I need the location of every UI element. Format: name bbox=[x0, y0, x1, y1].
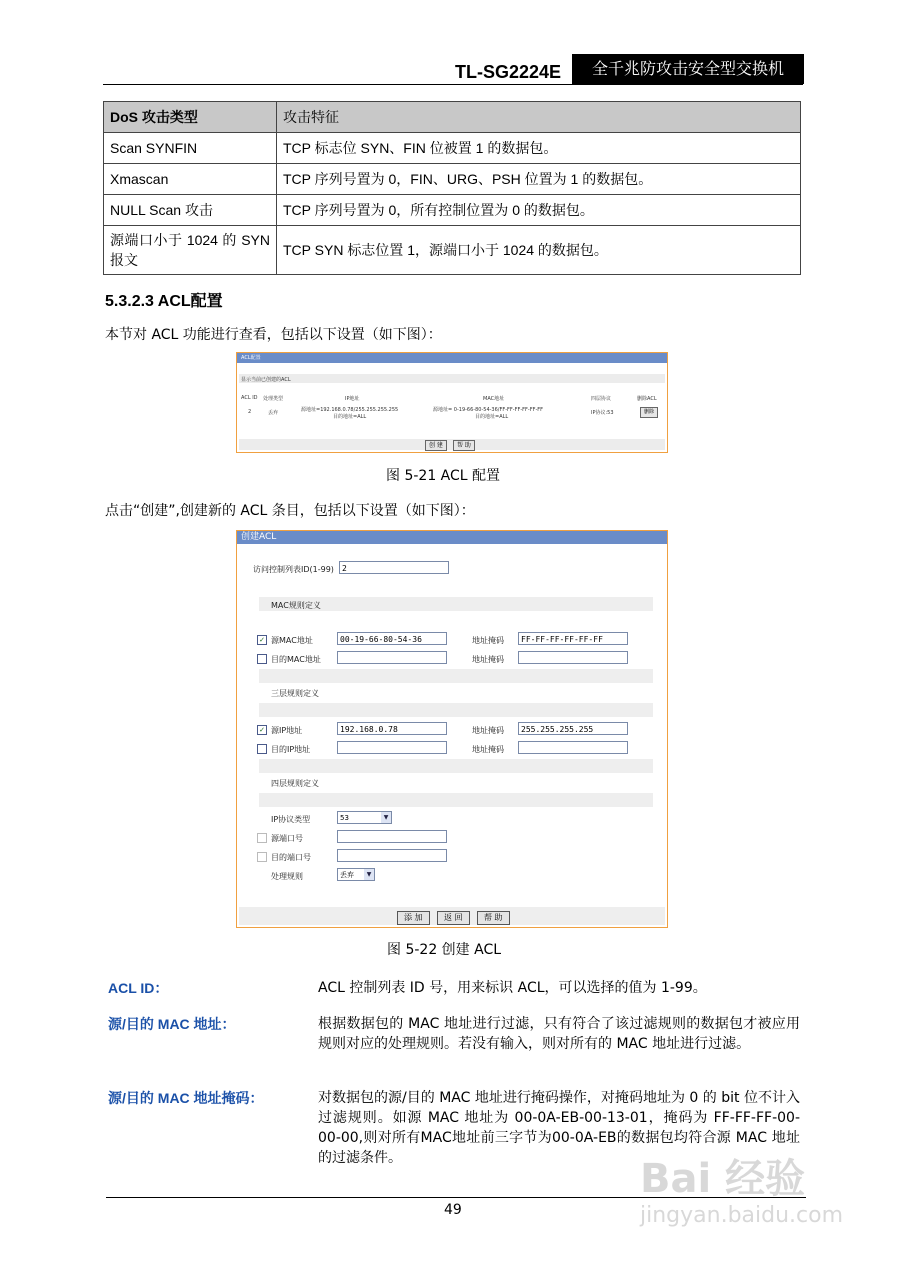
src-ip-mask-label: 地址掩码 bbox=[472, 726, 504, 735]
src-ip-checkbox[interactable]: ✓ bbox=[257, 725, 267, 735]
dos-attack-table bbox=[103, 101, 801, 275]
action-cell: 丢弃 bbox=[268, 410, 279, 416]
mac-cell: 目的地址=ALL bbox=[475, 414, 509, 420]
dst-ip-mask-label: 地址掩码 bbox=[472, 745, 504, 754]
col-header: 四层协议 bbox=[591, 396, 612, 402]
ip-cell: 目的地址=ALL bbox=[333, 414, 367, 420]
table-row bbox=[104, 226, 801, 275]
table-cell: 源端口小于 1024 的 SYN 报文 bbox=[104, 226, 277, 275]
header-tagline: 全千兆防攻击安全型交换机 bbox=[572, 54, 804, 84]
action-select[interactable] bbox=[337, 868, 375, 881]
panel-subtitle: 显示当前已创建的ACL bbox=[241, 377, 291, 383]
dst-ip-mask-input[interactable] bbox=[518, 741, 628, 754]
l3-section-label: 三层规则定义 bbox=[271, 689, 319, 698]
table-cell: NULL Scan 攻击 bbox=[104, 195, 277, 226]
watermark-logo: Bai 经验 bbox=[640, 1156, 806, 1202]
back-button[interactable]: 返 回 bbox=[437, 911, 470, 925]
col-header: 删除ACL bbox=[637, 396, 657, 402]
page-number: 49 bbox=[444, 1202, 462, 1218]
definition-term: 源/目的 MAC 地址掩码： bbox=[108, 1090, 264, 1106]
definition-desc: 根据数据包的 MAC 地址进行过滤，只有符合了该过滤规则的数据包才被应用规则对应的处理规则。若没有输入，则对所有的 MAC 地址进行过滤。 bbox=[318, 1016, 800, 1052]
section-band bbox=[259, 759, 653, 773]
src-port-label: 源端口号 bbox=[271, 834, 303, 843]
ip-proto-select[interactable] bbox=[337, 811, 392, 824]
table-cell: TCP 序列号置为 0，FIN、URG、PSH 位置为 1 的数据包。 bbox=[277, 164, 801, 195]
chevron-down-icon: ▼ bbox=[381, 812, 391, 823]
src-mac-checkbox[interactable]: ✓ bbox=[257, 635, 267, 645]
dst-mac-mask-label: 地址掩码 bbox=[472, 655, 504, 664]
help-button[interactable]: 帮 助 bbox=[477, 911, 510, 925]
chevron-down-icon: ▼ bbox=[364, 869, 374, 880]
src-mac-label: 源MAC地址 bbox=[271, 636, 313, 645]
table-row bbox=[104, 195, 801, 226]
acl-id-input[interactable]: 2 bbox=[339, 561, 449, 574]
action-value: 丢弃 bbox=[340, 871, 354, 879]
col-header: MAC地址 bbox=[483, 396, 505, 402]
ip-cell: 源地址=192.168.0.78/255.255.255.255 bbox=[301, 407, 399, 413]
definition-desc: 对数据包的源/目的 MAC 地址进行掩码操作，对掩码地址为 0 的 bit 位不计入过滤规则。如源 MAC 地址为 00-0A-EB-00-13-01，掩码为 FF-FF-FF-00-00-00,则对所有MAC地址前三字节为00-0A-EB的数据包均符合源 MAC 地址的过滤条件。 bbox=[318, 1090, 800, 1166]
src-mac-input[interactable]: 00-19-66-80-54-36 bbox=[337, 632, 447, 645]
src-mac-mask-label: 地址掩码 bbox=[472, 636, 504, 645]
mac-cell: 源地址= 0-19-66-80-54-36/FF-FF-FF-FF-FF-FF bbox=[433, 407, 544, 413]
button-band bbox=[239, 439, 665, 450]
table-header-cell: 攻击特征 bbox=[277, 102, 801, 133]
panel-title: ACL配置 bbox=[237, 353, 667, 363]
section-title: 5.3.2.3 ACL配置 bbox=[105, 293, 223, 310]
section-band bbox=[259, 703, 653, 717]
header-model: TL-SG2224E bbox=[455, 62, 562, 82]
mac-section-label: MAC规则定义 bbox=[271, 601, 321, 610]
create-acl-screenshot bbox=[236, 530, 668, 928]
mid-paragraph: 点击“创建”,创建新的 ACL 条目，包括以下设置（如下图）： bbox=[105, 503, 475, 519]
dst-port-input[interactable] bbox=[337, 849, 447, 862]
delete-acl-button[interactable]: 删除 bbox=[640, 407, 658, 418]
dst-mac-checkbox[interactable] bbox=[257, 654, 267, 664]
src-port-input[interactable] bbox=[337, 830, 447, 843]
definition-term: 源/目的 MAC 地址： bbox=[108, 1016, 236, 1032]
acl-id-label: 访问控制列表ID(1-99) bbox=[253, 565, 334, 574]
table-row bbox=[104, 133, 801, 164]
table-cell: TCP 标志位 SYN、FIN 位被置 1 的数据包。 bbox=[277, 133, 801, 164]
watermark-url: jingyan.baidu.com bbox=[640, 1203, 844, 1228]
watermark bbox=[640, 1155, 870, 1229]
src-mac-mask-input[interactable]: FF-FF-FF-FF-FF-FF bbox=[518, 632, 628, 645]
dst-ip-label: 目的IP地址 bbox=[271, 745, 311, 754]
create-button[interactable]: 创 建 bbox=[425, 440, 447, 451]
l4-section-label: 四层规则定义 bbox=[271, 779, 319, 788]
add-button[interactable]: 添 加 bbox=[397, 911, 430, 925]
ip-proto-value: 53 bbox=[340, 814, 349, 822]
header-divider bbox=[103, 84, 803, 85]
section-band bbox=[259, 669, 653, 683]
src-ip-input[interactable]: 192.168.0.78 bbox=[337, 722, 447, 735]
src-ip-label: 源IP地址 bbox=[271, 726, 303, 735]
figure-caption: 图 5-22 创建 ACL bbox=[387, 942, 502, 958]
table-cell: Xmascan bbox=[104, 164, 277, 195]
dst-mac-input[interactable] bbox=[337, 651, 447, 664]
definition-term: ACL ID： bbox=[108, 980, 169, 996]
col-header: IP地址 bbox=[345, 396, 360, 402]
table-cell: TCP SYN 标志位置 1，源端口小于 1024 的数据包。 bbox=[277, 226, 801, 275]
src-ip-mask-input[interactable]: 255.255.255.255 bbox=[518, 722, 628, 735]
src-port-checkbox[interactable] bbox=[257, 833, 267, 843]
table-header-row bbox=[104, 102, 801, 133]
dst-ip-checkbox[interactable] bbox=[257, 744, 267, 754]
help-button[interactable]: 帮 助 bbox=[453, 440, 475, 451]
subtitle-band bbox=[239, 374, 665, 383]
table-cell: TCP 序列号置为 0，所有控制位置为 0 的数据包。 bbox=[277, 195, 801, 226]
table-row bbox=[104, 164, 801, 195]
table-header-cell: DoS 攻击类型 bbox=[104, 102, 277, 133]
section-band bbox=[259, 793, 653, 807]
intro-paragraph: 本节对 ACL 功能进行查看，包括以下设置（如下图）： bbox=[105, 327, 442, 343]
col-header: 处理类型 bbox=[263, 396, 284, 402]
acl-config-screenshot bbox=[236, 352, 668, 453]
dst-ip-input[interactable] bbox=[337, 741, 447, 754]
dst-mac-mask-input[interactable] bbox=[518, 651, 628, 664]
dst-port-label: 目的端口号 bbox=[271, 853, 311, 862]
acl-id-cell: 2 bbox=[248, 409, 252, 415]
figure-caption: 图 5-21 ACL 配置 bbox=[386, 468, 501, 484]
ip-proto-label: IP协议类型 bbox=[271, 815, 311, 824]
table-cell: Scan SYNFIN bbox=[104, 133, 277, 164]
action-label: 处理规则 bbox=[271, 872, 303, 881]
panel-title: 创建ACL bbox=[237, 531, 667, 544]
dst-port-checkbox[interactable] bbox=[257, 852, 267, 862]
definition-desc: ACL 控制列表 ID 号，用来标识 ACL，可以选择的值为 1-99。 bbox=[318, 980, 707, 996]
dst-mac-label: 目的MAC地址 bbox=[271, 655, 321, 664]
col-header: ACL ID bbox=[241, 395, 258, 401]
l4-cell: IP协议:53 bbox=[591, 410, 614, 416]
